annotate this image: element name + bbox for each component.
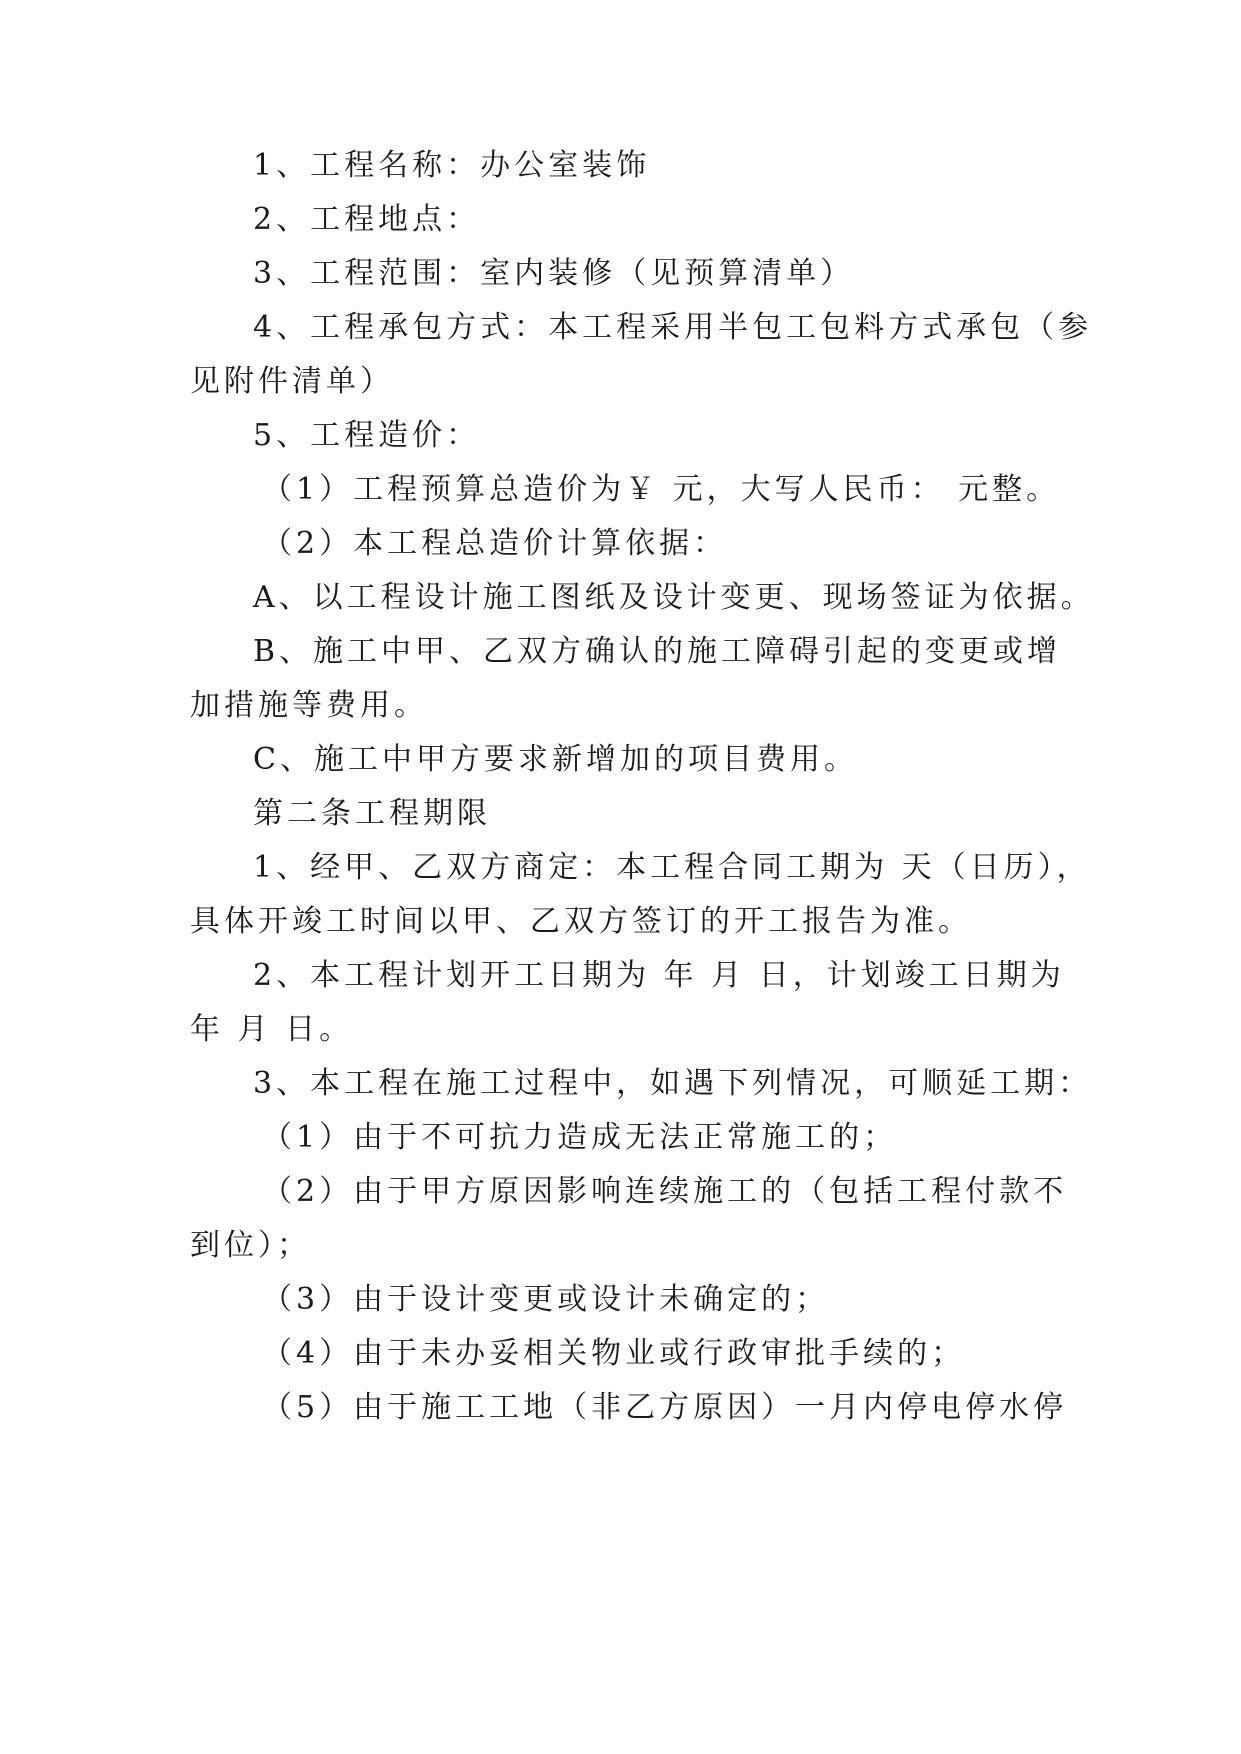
basis-item-b-cont: 加措施等费用。 — [190, 688, 428, 723]
basis-item-a: A、以工程设计施工图纸及设计变更、现场签证为依据。 — [253, 580, 1095, 615]
basis-item-c: C、施工中甲方要求新增加的项目费用。 — [253, 742, 858, 777]
clause-contract-method: 4、工程承包方式：本工程采用半包工包料方式承包（参 — [253, 310, 1093, 345]
extension-item-2-cont: 到位）； — [190, 1228, 311, 1263]
cost-item-1: （1）工程预算总造价为￥ 元，大写人民币： 元整。 — [262, 472, 1061, 507]
extension-item-4: （4）由于未办妥相关物业或行政审批手续的； — [262, 1336, 966, 1371]
clause-contract-method-cont: 见附件清单） — [190, 364, 394, 399]
basis-item-b: B、施工中甲、乙双方确认的施工障碍引起的变更或增 — [253, 634, 1062, 669]
term-clause-3: 3、本工程在施工过程中，如遇下列情况，可顺延工期： — [253, 1066, 1093, 1101]
extension-item-2: （2）由于甲方原因影响连续施工的（包括工程付款不 — [262, 1174, 1068, 1209]
term-clause-2-cont: 年 月 日。 — [190, 1012, 354, 1047]
extension-item-1: （1）由于不可抗力造成无法正常施工的； — [262, 1120, 898, 1155]
section-heading-term: 第二条工程期限 — [253, 796, 491, 831]
extension-item-3: （3）由于设计变更或设计未确定的； — [262, 1282, 830, 1317]
clause-project-location: 2、工程地点： — [253, 202, 481, 237]
term-clause-1-cont: 具体开竣工时间以甲、乙双方签订的开工报告为准。 — [190, 904, 972, 939]
extension-item-5: （5）由于施工工地（非乙方原因）一月内停电停水停 — [262, 1390, 1068, 1425]
clause-project-name: 1、工程名称：办公室装饰 — [253, 148, 651, 183]
clause-project-scope: 3、工程范围：室内装修（见预算清单） — [253, 256, 855, 291]
clause-project-cost: 5、工程造价： — [253, 418, 481, 453]
cost-item-2: （2）本工程总造价计算依据： — [262, 526, 728, 561]
term-clause-1: 1、经甲、乙双方商定：本工程合同工期为 天（日历）， — [253, 850, 1091, 885]
term-clause-2: 2、本工程计划开工日期为 年 月 日，计划竣工日期为 — [253, 958, 1065, 993]
